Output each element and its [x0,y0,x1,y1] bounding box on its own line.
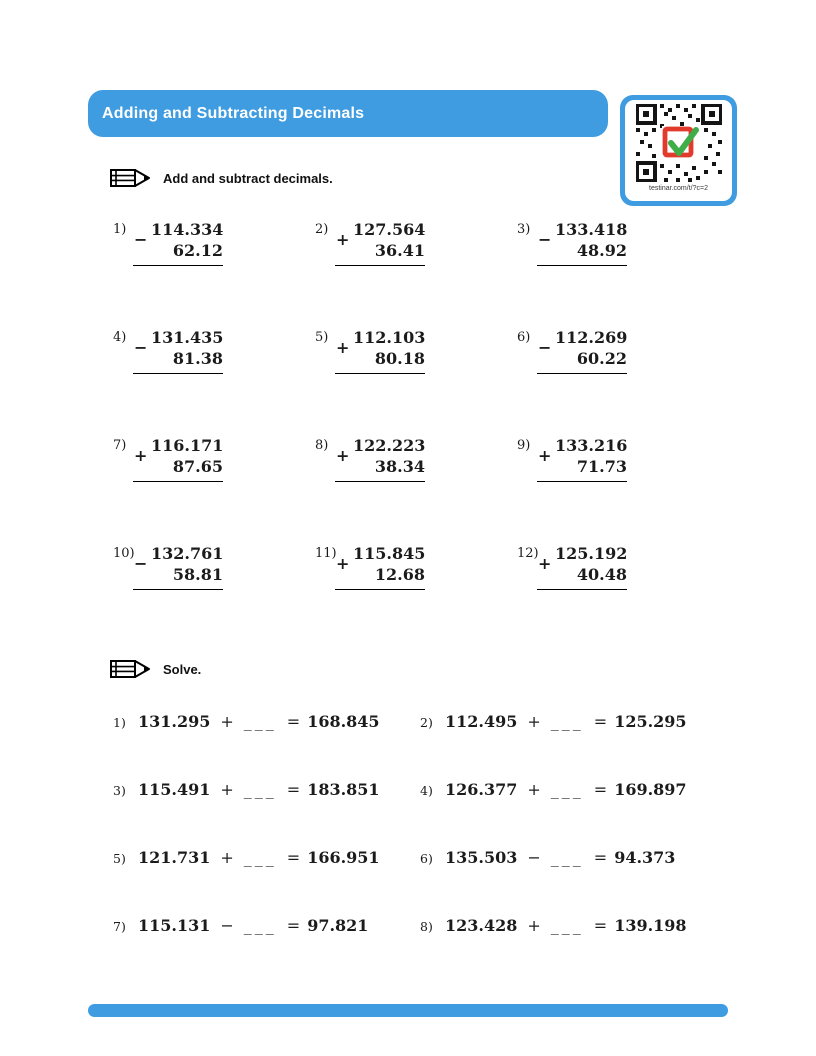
result-value: 97.821 [307,916,369,935]
result-value: 183.851 [307,780,380,799]
operator-sign: + [336,554,350,573]
operator-sign: + [220,780,234,799]
problem-number: 2) [315,222,329,237]
solve-problem-2 [420,712,687,731]
vertical-problem-6 [517,327,627,374]
answer-blank: ___ [550,848,584,867]
vertical-problem-9 [517,435,627,482]
solve-problem-1 [113,712,380,731]
answer-rule [335,265,425,266]
operator-sign: + [220,712,234,731]
first-operand: 115.131 [138,916,211,935]
problem-number: 5) [315,330,329,345]
page-title: Adding and Subtracting Decimals [102,104,365,122]
vertical-problem-7 [113,435,223,482]
equals-sign: = [593,712,608,731]
bottom-operand: 62.12 [172,241,223,260]
answer-blank: ___ [550,916,584,935]
solve-problem-4 [420,780,687,799]
result-value: 139.198 [614,916,687,935]
result-value: 169.897 [614,780,687,799]
bottom-operand: 80.18 [374,349,425,368]
equals-sign: = [286,712,301,731]
solve-problem-7 [113,916,368,935]
vertical-problem-11 [315,543,425,590]
problem-number: 2) [420,715,433,730]
problem-number: 7) [113,919,126,934]
bottom-operand: 87.65 [172,457,223,476]
bottom-operand: 38.34 [374,457,425,476]
top-operand: 125.192 [555,544,628,563]
problem-number: 7) [113,438,127,453]
equals-sign: = [286,848,301,867]
answer-rule [537,265,627,266]
operator-sign: − [220,916,234,935]
problem-number: 9) [517,438,531,453]
answer-rule [133,373,223,374]
answer-rule [335,589,425,590]
result-value: 125.295 [614,712,687,731]
answer-blank: ___ [243,780,277,799]
pencil-icon [108,657,152,681]
top-operand: 127.564 [353,220,426,239]
bottom-operand: 71.73 [576,457,627,476]
vertical-problem-12 [517,543,627,590]
first-operand: 135.503 [445,848,518,867]
top-operand: 133.216 [555,436,628,455]
bottom-operand: 40.48 [576,565,627,584]
problem-number: 4) [113,330,127,345]
problem-number: 1) [113,222,127,237]
problem-number: 8) [315,438,329,453]
top-operand: 112.103 [353,328,426,347]
problem-number: 3) [113,783,126,798]
answer-rule [537,373,627,374]
answer-rule [335,481,425,482]
section1-instruction-text: Add and subtract decimals. [163,170,333,186]
vertical-problem-8 [315,435,425,482]
operator-sign: + [538,446,552,465]
operator-sign: − [134,230,148,249]
vertical-problem-1 [113,219,223,266]
answer-rule [133,481,223,482]
result-value: 168.845 [307,712,380,731]
operator-sign: + [527,780,541,799]
operator-sign: − [538,338,552,357]
bottom-operand: 48.92 [576,241,627,260]
answer-rule [133,265,223,266]
vertical-problem-3 [517,219,627,266]
equals-sign: = [593,780,608,799]
bottom-operand: 58.81 [172,565,223,584]
solve-problem-6 [420,848,675,867]
problem-number: 6) [420,851,433,866]
problem-number: 6) [517,330,531,345]
equals-sign: = [593,848,608,867]
answer-blank: ___ [550,712,584,731]
problem-number: 10) [113,546,135,561]
operator-sign: − [134,554,148,573]
first-operand: 126.377 [445,780,518,799]
first-operand: 112.495 [445,712,518,731]
answer-rule [133,589,223,590]
top-operand: 114.334 [151,220,224,239]
section2-instruction [108,657,201,681]
operator-sign: + [336,230,350,249]
qr-code-panel [625,100,732,201]
answer-blank: ___ [550,780,584,799]
operator-sign: + [336,446,350,465]
top-operand: 132.761 [151,544,224,563]
answer-blank: ___ [243,916,277,935]
top-operand: 115.845 [353,544,426,563]
section1-instruction [108,166,333,190]
problem-number: 11) [315,546,337,561]
equals-sign: = [286,916,301,935]
solve-problem-3 [113,780,380,799]
vertical-problem-4 [113,327,223,374]
answer-blank: ___ [243,712,277,731]
operator-sign: + [220,848,234,867]
operator-sign: + [134,446,148,465]
vertical-problem-2 [315,219,425,266]
bottom-operand: 60.22 [576,349,627,368]
first-operand: 123.428 [445,916,518,935]
problem-number: 12) [517,546,539,561]
vertical-problem-5 [315,327,425,374]
answer-blank: ___ [243,848,277,867]
pencil-icon [108,166,152,190]
solve-problem-5 [113,848,380,867]
answer-rule [537,589,627,590]
footer-bar [88,1004,728,1017]
solve-problem-8 [420,916,687,935]
section2-instruction-text: Solve. [163,661,202,677]
equals-sign: = [593,916,608,935]
top-operand: 133.418 [555,220,628,239]
qr-caption: testinar.com/t/?c=2 [649,185,708,192]
operator-sign: + [527,712,541,731]
bottom-operand: 36.41 [374,241,425,260]
top-operand: 122.223 [353,436,426,455]
qr-code-frame [620,95,737,206]
checkmark-icon [662,126,696,160]
worksheet-header [88,90,608,137]
operator-sign: + [538,554,552,573]
operator-sign: − [527,848,541,867]
problem-number: 8) [420,919,433,934]
result-value: 166.951 [307,848,380,867]
operator-sign: + [527,916,541,935]
first-operand: 121.731 [138,848,211,867]
problem-number: 5) [113,851,126,866]
result-value: 94.373 [614,848,676,867]
top-operand: 112.269 [555,328,628,347]
first-operand: 115.491 [138,780,211,799]
qr-code-icon [636,104,722,182]
operator-sign: + [336,338,350,357]
operator-sign: − [134,338,148,357]
top-operand: 131.435 [151,328,224,347]
problem-number: 4) [420,783,433,798]
bottom-operand: 81.38 [172,349,223,368]
first-operand: 131.295 [138,712,211,731]
bottom-operand: 12.68 [374,565,425,584]
problem-number: 3) [517,222,531,237]
operator-sign: − [538,230,552,249]
problem-number: 1) [113,715,126,730]
answer-rule [537,481,627,482]
top-operand: 116.171 [151,436,224,455]
answer-rule [335,373,425,374]
vertical-problem-10 [113,543,223,590]
equals-sign: = [286,780,301,799]
